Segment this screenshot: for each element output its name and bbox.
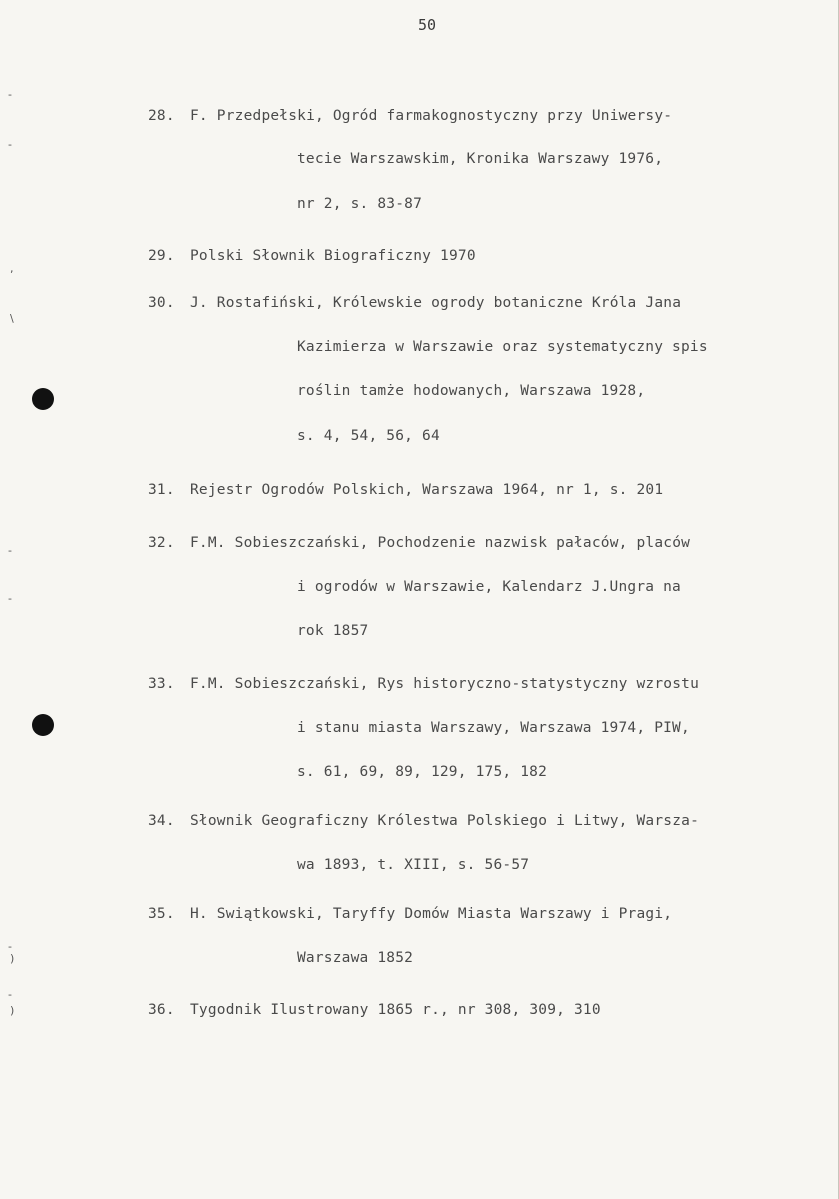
reference-continuation bbox=[297, 339, 708, 355]
margin-mark: - bbox=[8, 940, 12, 953]
reference-text: i ogrodów w Warszawie, Kalendarz J.Ungra na bbox=[297, 579, 681, 595]
margin-mark: , bbox=[10, 262, 14, 275]
reference-entry bbox=[148, 1002, 601, 1018]
reference-entry bbox=[148, 295, 681, 311]
reference-entry bbox=[148, 248, 476, 264]
margin-mark: ) bbox=[10, 952, 15, 965]
reference-text: i stanu miasta Warszawy, Warszawa 1974, PIW, bbox=[297, 720, 690, 736]
reference-text: nr 2, s. 83-87 bbox=[297, 196, 423, 212]
reference-text: s. 61, 69, 89, 129, 175, 182 bbox=[297, 764, 548, 780]
margin-mark: ) bbox=[10, 1004, 15, 1017]
reference-number: 34. bbox=[148, 813, 175, 829]
reference-text: wa 1893, t. XIII, s. 56-57 bbox=[297, 857, 530, 873]
reference-text: tecie Warszawskim, Kronika Warszawy 1976, bbox=[297, 151, 664, 167]
reference-entry bbox=[148, 676, 699, 692]
reference-number: 31. bbox=[148, 482, 175, 498]
reference-text: F.M. Sobieszczański, Pochodzenie nazwisk pałaców, placów bbox=[190, 535, 691, 551]
reference-text: Polski Słownik Biograficzny 1970 bbox=[190, 248, 476, 264]
margin-mark: - bbox=[8, 988, 12, 1001]
reference-continuation bbox=[297, 428, 440, 444]
reference-continuation bbox=[297, 857, 529, 873]
reference-text: roślin tamże hodowanych, Warszawa 1928, bbox=[297, 383, 646, 399]
reference-text: H. Swiątkowski, Taryffy Domów Miasta Warszawy i Pragi, bbox=[190, 906, 673, 922]
reference-text: rok 1857 bbox=[297, 623, 369, 639]
reference-number: 36. bbox=[148, 1002, 175, 1018]
reference-entry bbox=[148, 813, 699, 829]
reference-text: s. 4, 54, 56, 64 bbox=[297, 428, 440, 444]
reference-continuation bbox=[297, 151, 663, 167]
margin-mark: \ bbox=[10, 312, 14, 325]
margin-mark: - bbox=[8, 592, 12, 605]
reference-number: 33. bbox=[148, 676, 175, 692]
reference-text: Słownik Geograficzny Królestwa Polskiego i Litwy, Warsza- bbox=[190, 813, 699, 829]
reference-number: 32. bbox=[148, 535, 175, 551]
punch-hole-top bbox=[32, 388, 54, 410]
margin-mark: - bbox=[8, 88, 12, 101]
reference-entry bbox=[148, 482, 663, 498]
reference-continuation bbox=[297, 579, 681, 595]
reference-text: F.M. Sobieszczański, Rys historyczno-statystyczny wzrostu bbox=[190, 676, 699, 692]
reference-number: 29. bbox=[148, 248, 175, 264]
margin-mark: - bbox=[8, 544, 12, 557]
reference-continuation bbox=[297, 764, 547, 780]
reference-continuation bbox=[297, 623, 368, 639]
reference-entry bbox=[148, 535, 690, 551]
reference-continuation bbox=[297, 720, 690, 736]
page-number: 50 bbox=[418, 16, 437, 34]
punch-hole-bottom bbox=[32, 714, 54, 736]
reference-text: J. Rostafiński, Królewskie ogrody botaniczne Króla Jana bbox=[190, 295, 682, 311]
reference-number: 30. bbox=[148, 295, 175, 311]
reference-entry bbox=[148, 108, 672, 124]
reference-continuation bbox=[297, 196, 422, 212]
reference-entry bbox=[148, 906, 672, 922]
reference-continuation bbox=[297, 950, 413, 966]
reference-text: Warszawa 1852 bbox=[297, 950, 414, 966]
margin-mark: - bbox=[8, 138, 12, 151]
reference-text: Rejestr Ogrodów Polskich, Warszawa 1964, nr 1, s. 201 bbox=[190, 482, 664, 498]
reference-text: Tygodnik Ilustrowany 1865 r., nr 308, 309, 310 bbox=[190, 1002, 601, 1018]
reference-number: 28. bbox=[148, 108, 175, 124]
reference-continuation bbox=[297, 383, 645, 399]
reference-text: Kazimierza w Warszawie oraz systematyczny spis bbox=[297, 339, 708, 355]
reference-number: 35. bbox=[148, 906, 175, 922]
reference-text: F. Przedpełski, Ogród farmakognostyczny przy Uniwersy- bbox=[190, 108, 673, 124]
